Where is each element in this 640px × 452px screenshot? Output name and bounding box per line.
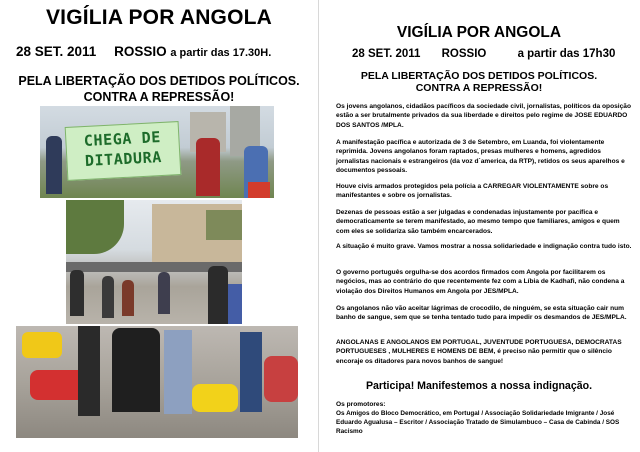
person-figure xyxy=(264,356,298,402)
person-figure xyxy=(196,138,220,196)
person-figure xyxy=(164,330,192,414)
right-subtitle-line1: PELA LIBERTAÇÃO DOS DETIDOS POLÍTICOS. xyxy=(360,70,598,82)
person-figure xyxy=(102,276,114,318)
left-place: ROSSIO xyxy=(114,44,167,59)
person-figure xyxy=(122,280,134,316)
promoters-list: Os Amigos do Bloco Democrático, em Portugal / Associação Solidariedade Imigrante / José Eduardo Agualusa – Escritor / Associação Tratado de Simulambuco – Casa de Cabinda / SOS Racismo xyxy=(336,410,620,435)
right-subtitle-line2: CONTRA A REPRESSÃO! xyxy=(415,82,543,94)
person-figure xyxy=(112,328,160,412)
right-dateline xyxy=(352,48,615,60)
right-title: VIGÍLIA POR ANGOLA xyxy=(396,24,562,41)
right-place: ROSSIO xyxy=(441,48,487,60)
left-subtitle-line2: CONTRA A REPRESSÃO! xyxy=(83,90,235,104)
right-time: a partir das 17h30 xyxy=(517,48,616,60)
banner-line2: DITADURA xyxy=(84,147,163,170)
person-figure xyxy=(208,266,228,324)
protest-banner xyxy=(65,121,182,181)
left-time: a partir das 17.30H. xyxy=(170,47,272,59)
street-protest-photo xyxy=(66,200,242,324)
tree-shape xyxy=(206,210,242,240)
person-figure xyxy=(158,272,170,314)
banner-text xyxy=(66,126,180,172)
body-paragraph: A situação é muito grave. Vamos mostrar a nossa solidariedade e indignação contra tudo isto. xyxy=(336,243,632,250)
body-paragraph: A manifestação pacífica e autorizada de 3 de Setembro, em Luanda, foi violentamente reprimida. Jovens angolanos foram raptados, presas mulheres e homens, agredidos jornalistas nacionais e estrangeiros (da voz d´america, da RTP), retidos os seus aparelhos e documentos pessoais. xyxy=(336,139,625,174)
promoters-heading: Os promotores: xyxy=(336,401,386,408)
injured-person xyxy=(192,384,238,412)
person-figure xyxy=(228,284,242,324)
left-date: 28 SET. 2011 xyxy=(16,44,97,59)
body-paragraph: Os angolanos não vão aceitar lágrimas de crocodilo, de ninguém, se esta situação cair num banho de sangue, sem que se tenha tentado tudo para impedir os desmandos de JES/MPLA. xyxy=(336,305,627,322)
person-figure xyxy=(46,136,62,194)
left-subtitle-line1: PELA LIBERTAÇÃO DOS DETIDOS POLÍTICOS. xyxy=(18,74,300,88)
protest-banner-photo xyxy=(40,106,274,198)
person-figure xyxy=(248,182,270,198)
injured-protesters-photo xyxy=(16,326,298,438)
body-paragraph: ANGOLANAS E ANGOLANOS EM PORTUGAL, JUVENTUDE PORTUGUESA, DEMOCRATAS PORTUGUESES , MULHERES E HOMENS DE BEM, é preciso não permitir que o silêncio encoraje os ditadores para novos banhos de sangue! xyxy=(336,339,622,365)
tree-shape xyxy=(66,200,124,254)
person-figure xyxy=(22,332,62,358)
body-paragraph: Houve civis armados protegidos pela polícia a CARREGAR VIOLENTAMENTE sobre os manifestantes e sobre os jornalistas. xyxy=(336,183,609,200)
left-dateline xyxy=(16,44,271,59)
body-paragraph: Dezenas de pessoas estão a ser julgadas e condenadas injustamente por pacífica e democraticamente se terem manifestado, ao mesmo tempo que familiares, amigos e quem com eles se solidariza são também encarcerados. xyxy=(336,209,620,235)
body-paragraph: O governo português orgulha-se dos acordos firmados com Angola por facilitarem os negócios, mas ao contrário do que recentemente fez com a Líbia de Kadhafi, não condena a violação dos Direitos Humanos em Angola por JES/MPLA. xyxy=(336,269,625,295)
person-figure xyxy=(78,326,100,416)
body-paragraph: Os jovens angolanos, cidadãos pacíficos da sociedade civil, jornalistas, políticos da oposição estão a ser brutalmente privados da sua liberdade e direitos pelo regime de JOSE EDUARDO DOS SANTOS /MPLA. xyxy=(336,103,631,129)
person-figure xyxy=(70,270,84,316)
banner-line1: CHEGA DE xyxy=(83,128,162,151)
call-to-action: Participa! Manifestemos a nossa indignação. xyxy=(365,380,593,392)
right-date: 28 SET. 2011 xyxy=(352,48,421,60)
left-title: VIGÍLIA POR ANGOLA xyxy=(45,6,273,29)
person-figure xyxy=(240,332,262,412)
